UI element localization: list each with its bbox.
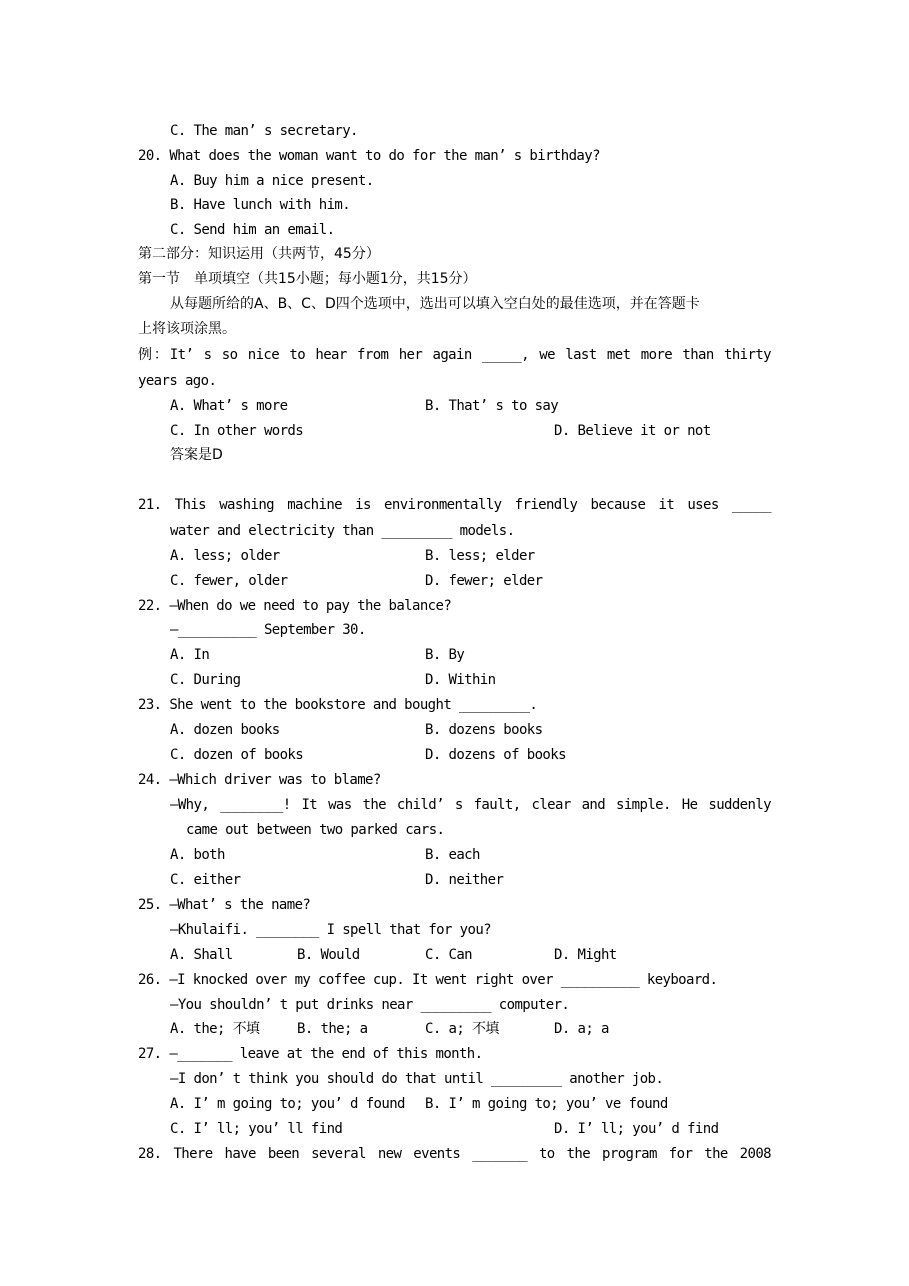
q23-stem: 23. She went to the bookstore and bought _________. — [138, 697, 538, 713]
q27-option-a: A. I’ m going to; you’ d found — [170, 1096, 405, 1112]
q20-stem: 20. What does the woman want to do for the man’ s birthday? — [138, 148, 600, 164]
q21-option-b: B. less; elder — [425, 548, 535, 564]
q22-option-b: B. By — [425, 647, 465, 663]
example-option-a: A. What’ s more — [170, 398, 288, 414]
q25-stem-line-2: —Khulaifi. ________ I spell that for you? — [170, 922, 491, 938]
q20-option-b: B. Have lunch with him. — [170, 197, 351, 213]
q26-option-d: D. a; a — [554, 1021, 609, 1037]
example-stem-line-2: years ago. — [138, 373, 217, 389]
q26-option-a: A. the; 不填 — [170, 1021, 260, 1037]
q26-stem-line-2: —You shouldn’ t put drinks near _________ computer. — [170, 997, 570, 1013]
example-option-d: D. Believe it or not — [554, 423, 711, 439]
instructions-line-1: 从每题所给的A、B、C、D四个选项中，选出可以填入空白处的最佳选项，并在答题卡 — [170, 296, 700, 312]
q26-option-c: C. a; 不填 — [425, 1021, 499, 1037]
q20-option-a: A. Buy him a nice present. — [170, 173, 374, 189]
section1-heading: 第一节 单项填空（共15小题；每小题1分，共15分） — [138, 271, 477, 287]
example-option-b: B. That’ s to say — [425, 398, 559, 414]
q25-option-b: B. Would — [297, 947, 360, 963]
q21-option-d: D. fewer; elder — [425, 573, 543, 589]
q23-option-b: B. dozens books — [425, 722, 543, 738]
q27-option-b: B. I’ m going to; you’ ve found — [425, 1096, 668, 1112]
q21-option-c: C. fewer, older — [170, 573, 288, 589]
q21-stem-line-1: 21. This washing machine is environmentally friendly because it uses _____ — [138, 497, 771, 513]
q24-option-d: D. neither — [425, 872, 504, 888]
q24-option-c: C. either — [170, 872, 241, 888]
q22-option-c: C. During — [170, 672, 241, 688]
q24-option-a: A. both — [170, 847, 225, 863]
q23-option-c: C. dozen of books — [170, 747, 304, 763]
q27-option-c: C. I’ ll; you’ ll find — [170, 1121, 343, 1137]
q27-stem-line-2: —I don’ t think you should do that until _________ another job. — [170, 1071, 664, 1087]
q23-option-d: D. dozens of books — [425, 747, 566, 763]
q25-option-c: C. Can — [425, 947, 472, 963]
q21-option-a: A. less; older — [170, 548, 280, 564]
q22-stem-line-1: 22. —When do we need to pay the balance? — [138, 598, 452, 614]
q22-stem-line-2: —__________ September 30. — [170, 622, 366, 638]
q22-option-d: D. Within — [425, 672, 496, 688]
q25-stem-line-1: 25. —What’ s the name? — [138, 897, 311, 913]
q25-option-d: D. Might — [554, 947, 617, 963]
q27-option-d: D. I’ ll; you’ d find — [554, 1121, 719, 1137]
q21-stem-line-2: water and electricity than _________ models. — [170, 523, 515, 539]
example-answer: 答案是D — [170, 447, 223, 463]
q19-option-c: C. The man’ s secretary. — [170, 123, 358, 139]
q24-stem-line-1: 24. —Which driver was to blame? — [138, 772, 381, 788]
q28-stem-line-1: 28. There have been several new events _______ to the program for the 2008 — [138, 1146, 771, 1162]
q26-option-b: B. the; a — [297, 1021, 368, 1037]
example-option-c: C. In other words — [170, 423, 304, 439]
q26-stem-line-1: 26. —I knocked over my coffee cup. It went right over __________ keyboard. — [138, 972, 718, 988]
q20-option-c: C. Send him an email. — [170, 222, 335, 238]
q24-stem-line-2: —Why, ________! It was the child’ s fault, clear and simple. He suddenly — [170, 797, 771, 813]
q25-option-a: A. Shall — [170, 947, 233, 963]
example-stem-line-1: 例：It’ s so nice to hear from her again _____, we last met more than thirty — [138, 347, 771, 363]
q24-stem-line-3: came out between two parked cars. — [186, 822, 445, 838]
q23-option-a: A. dozen books — [170, 722, 280, 738]
q22-option-a: A. In — [170, 647, 210, 663]
instructions-line-2: 上将该项涂黑。 — [138, 321, 236, 337]
q27-stem-line-1: 27. —_______ leave at the end of this month. — [138, 1046, 483, 1062]
part2-heading: 第二部分：知识运用（共两节，45分） — [138, 246, 380, 262]
q24-option-b: B. each — [425, 847, 480, 863]
